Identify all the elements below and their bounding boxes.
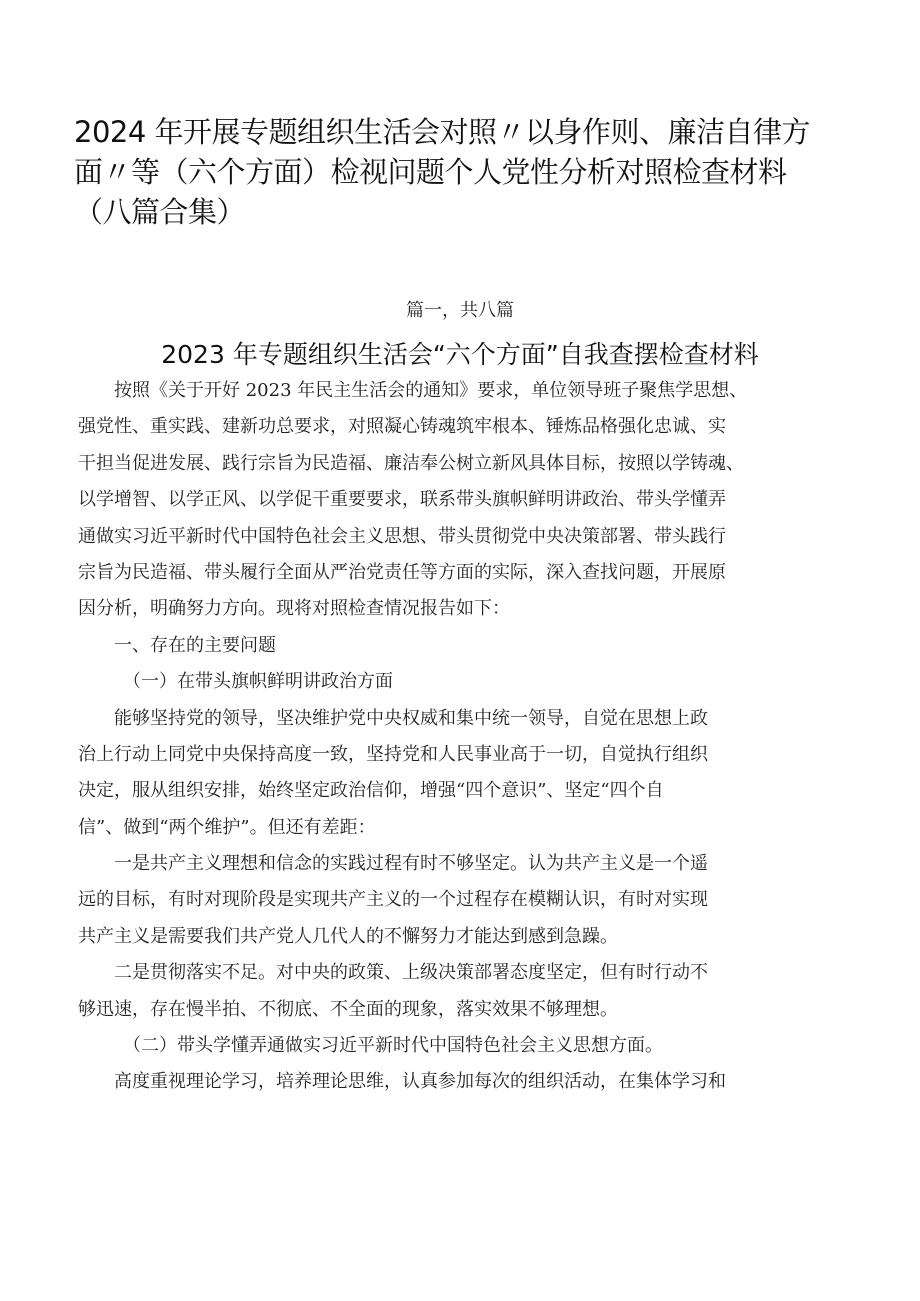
paragraph-line: 决定，服从组织安排，始终坚定政治信仰，增强“四个意识”、坚定“四个自	[78, 780, 664, 802]
paragraph-line: 远的目标，有时对现阶段是实现共产主义的一个过程存在模糊认识，有时对实现	[78, 889, 708, 911]
paragraph-line: 高度重视理论学习，培养理论思维，认真参加每次的组织活动，在集体学习和	[78, 1071, 726, 1093]
paragraph-line: 治上行动上同党中央保持高度一致，坚持党和人民事业高于一切，自觉执行组织	[78, 743, 708, 765]
paragraph-line: 以学增智、以学正风、以学促干重要要求，联系带头旗帜鲜明讲政治、带头学懂弄	[78, 489, 726, 511]
subsection-heading: （一）在带头旗帜鲜明讲政治方面	[78, 671, 393, 693]
paragraph-line: 干担当促进发展、践行宗旨为民造福、廉洁奉公树立新风具体目标，按照以学铸魂、	[78, 452, 744, 474]
paragraph-line: 强党性、重实践、建新功总要求，对照凝心铸魂筑牢根本、锤炼品格强化忠诚、实	[78, 416, 726, 438]
section-title: 2023 年专题组织生活会“六个方面”自我查摆检查材料	[161, 340, 759, 369]
paragraph-line: 能够坚持党的领导，坚决维护党中央权威和集中统一领导，自觉在思想上政	[78, 707, 708, 729]
paragraph-line: 宗旨为民造福、带头履行全面从严治党责任等方面的实际，深入查找问题，开展原	[78, 561, 726, 583]
title-line: 面〃等（六个方面）检视问题个人党性分析对照检查材料	[74, 155, 787, 189]
paragraph-line: 信”、做到“两个维护”。但还有差距：	[78, 816, 376, 838]
paragraph-line: 按照《关于开好 2023 年民主生活会的通知》要求，单位领导班子聚焦学思想、	[78, 380, 748, 401]
paragraph-line: 共产主义是需要我们共产党人几代人的不懈努力才能达到感到急躁。	[78, 925, 618, 947]
section-label: 篇一，共八篇	[406, 300, 514, 321]
body-text	[78, 373, 858, 1101]
paragraph-line: 一是共产主义理想和信念的实践过程有时不够坚定。认为共产主义是一个遥	[78, 853, 708, 875]
subsection-heading: （二）带头学懂弄通做实习近平新时代中国特色社会主义思想方面。	[78, 1035, 663, 1057]
document-title	[74, 112, 844, 232]
title-line: 2024 年开展专题组织生活会对照〃以身作则、廉洁自律方	[74, 115, 811, 149]
paragraph-line: 通做实习近平新时代中国特色社会主义思想、带头贯彻党中央决策部署、带头践行	[78, 525, 726, 547]
paragraph-line: 二是贯彻落实不足。对中央的政策、上级决策部署态度坚定，但有时行动不	[78, 962, 708, 984]
title-line: （八篇合集）	[74, 195, 246, 229]
section-heading: 一、存在的主要问题	[78, 634, 276, 656]
paragraph-line: 够迅速，存在慢半拍、不彻底、不全面的现象，落实效果不够理想。	[78, 998, 618, 1020]
paragraph-line: 因分析，明确努力方向。现将对照检查情况报告如下：	[78, 598, 510, 620]
